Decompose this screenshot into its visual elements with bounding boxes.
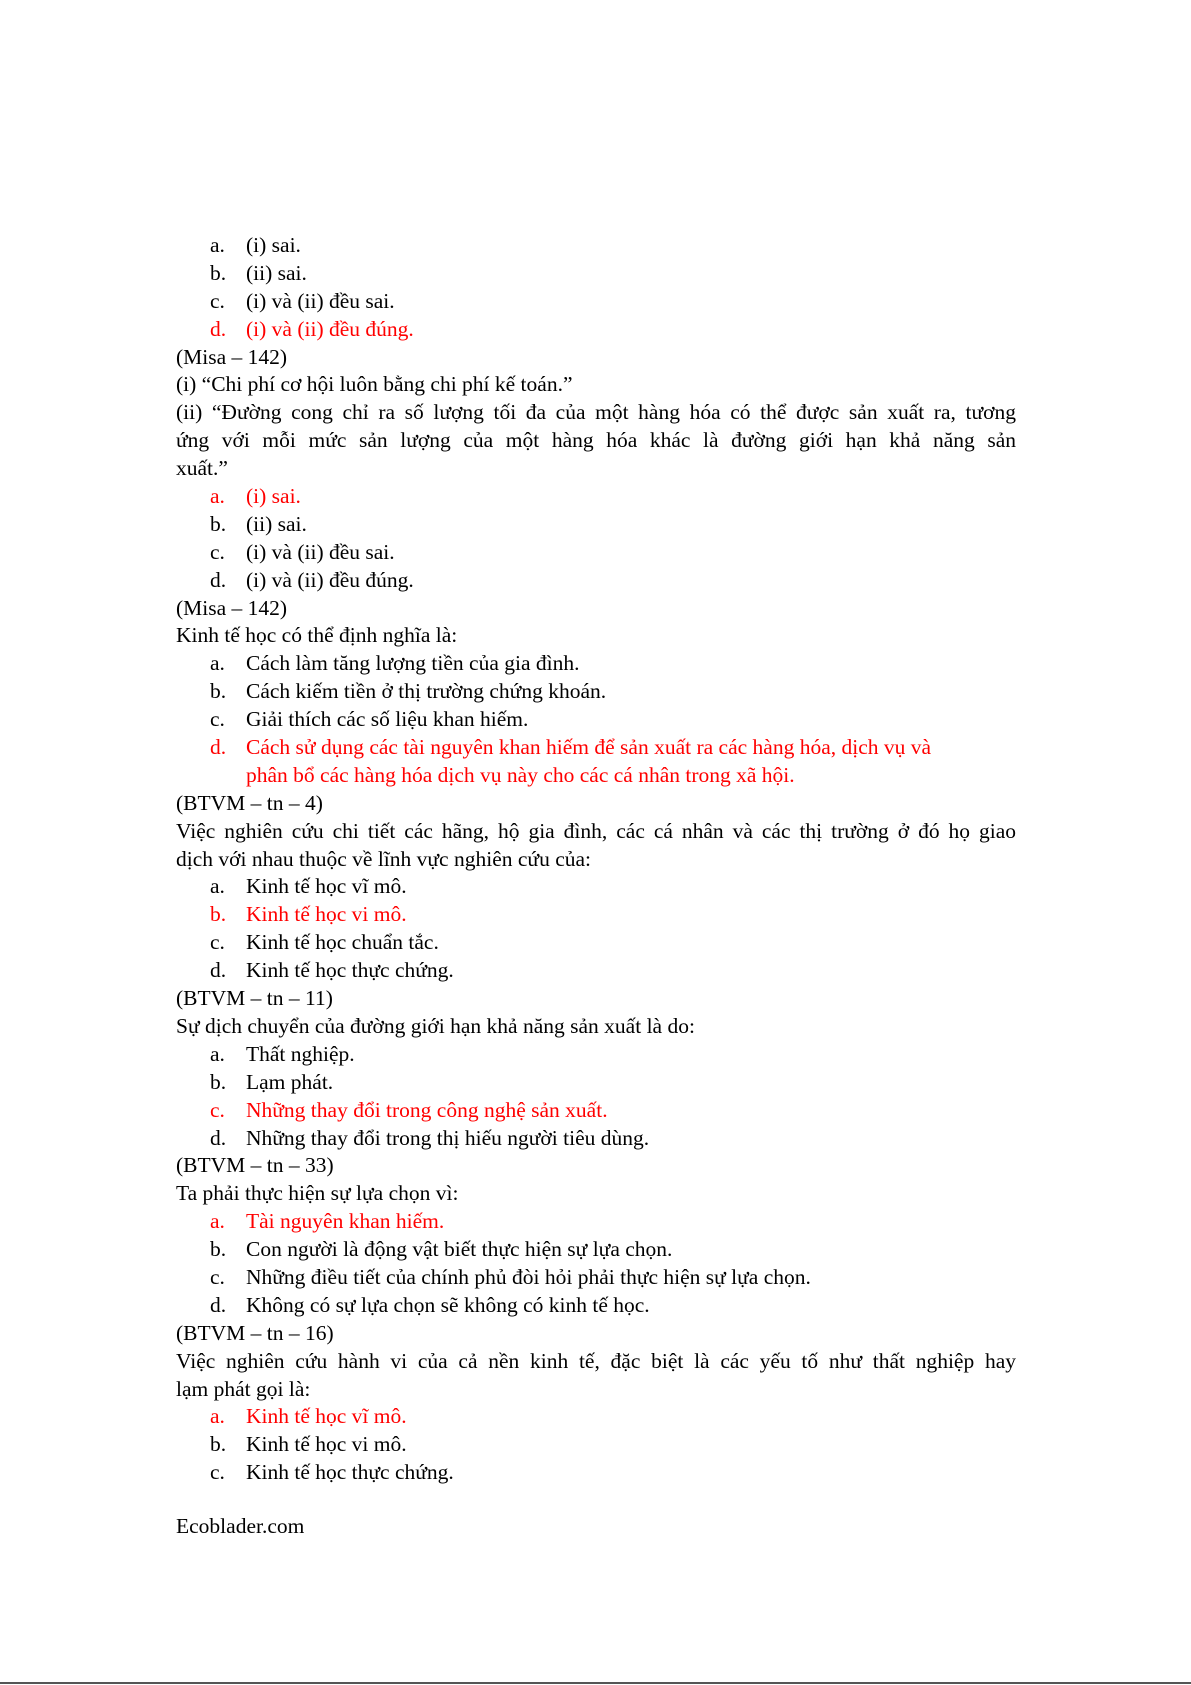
option-d-correct: d. Cách sử dụng các tài nguyên khan hiếm để sản xuất ra các hàng hóa, dịch vụ và (210, 735, 932, 760)
option-c: c. Những điều tiết của chính phủ đòi hỏi phải thực hiện sự lựa chọn. (210, 1264, 811, 1289)
option-d: d. (i) và (ii) đều đúng. (210, 567, 414, 592)
option-a-correct: a. Kinh tế học vĩ mô. (210, 1404, 407, 1429)
option-c: c. (i) và (ii) đều sai. (210, 539, 395, 564)
question-source: (BTVM – tn – 4) (176, 790, 323, 815)
question-source: (BTVM – tn – 11) (176, 986, 333, 1011)
document-body (176, 232, 1016, 1487)
question-text: Ta phải thực hiện sự lựa chọn vì: (176, 1181, 459, 1206)
page-footer: Ecoblader.com (176, 1514, 305, 1538)
option-b: b. Con người là động vật biết thực hiện sự lựa chọn. (210, 1237, 673, 1262)
statement-ii-line-1: (ii) “Đường cong chỉ ra số lượng tối đa của một hàng hóa có thể được sản xuất ra, tương (176, 400, 1016, 425)
option-c: c. Kinh tế học thực chứng. (210, 1460, 454, 1485)
option-b: b. Cách kiếm tiền ở thị trường chứng khoán. (210, 679, 607, 704)
question-text-line-2: dịch với nhau thuộc về lĩnh vực nghiên cứu của: (176, 846, 591, 871)
option-c: c. Kinh tế học chuẩn tắc. (210, 930, 439, 955)
question-text: Sự dịch chuyển của đường giới hạn khả năng sản xuất là do: (176, 1013, 695, 1038)
statement-ii-line-3: xuất.” (176, 456, 228, 481)
question-text-line-2: lạm phát gọi là: (176, 1376, 311, 1401)
question-text-line-1: Việc nghiên cứu hành vi của cả nền kinh tế, đặc biệt là các yếu tố như thất nghiệp hay (176, 1348, 1016, 1373)
option-b: b. (ii) sai. (210, 260, 307, 285)
bottom-divider (0, 1682, 1191, 1684)
option-a: a. (i) sai. (210, 233, 301, 257)
option-b: b. Kinh tế học vi mô. (210, 1432, 407, 1457)
option-b: b. Lạm phát. (210, 1069, 334, 1094)
question-source: (Misa – 142) (176, 344, 288, 369)
statement-ii-line-2: ứng với mỗi mức sản lượng của một hàng hóa khác là đường giới hạn khả năng sản (176, 428, 1016, 453)
option-c: c. Giải thích các số liệu khan hiếm. (210, 707, 529, 732)
option-c: c. (i) và (ii) đều sai. (210, 288, 395, 313)
option-a-correct: a. Tài nguyên khan hiếm. (210, 1209, 445, 1234)
option-d: d. Không có sự lựa chọn sẽ không có kinh tế học. (210, 1292, 650, 1317)
question-text-line-1: Việc nghiên cứu chi tiết các hãng, hộ gia đình, các cá nhân và các thị trường ở đó họ giao (176, 818, 1016, 843)
statement-i: (i) “Chi phí cơ hội luôn bằng chi phí kế toán.” (176, 372, 573, 397)
question-source: (BTVM – tn – 16) (176, 1320, 334, 1345)
option-b: b. (ii) sai. (210, 511, 307, 536)
option-a: a. Cách làm tăng lượng tiền của gia đình. (210, 651, 580, 676)
option-d-correct: d. (i) và (ii) đều đúng. (210, 316, 414, 341)
option-c-correct: c. Những thay đổi trong công nghệ sản xuất. (210, 1097, 608, 1122)
question-text: Kinh tế học có thể định nghĩa là: (176, 623, 458, 648)
option-b-correct: b. Kinh tế học vi mô. (210, 902, 407, 927)
question-source: (Misa – 142) (176, 595, 288, 620)
option-a-correct: a. (i) sai. (210, 484, 301, 509)
option-d: d. Kinh tế học thực chứng. (210, 958, 454, 983)
question-source: (BTVM – tn – 33) (176, 1153, 334, 1178)
option-d: d. Những thay đổi trong thị hiếu người tiêu dùng. (210, 1125, 650, 1150)
option-a: a. Thất nghiệp. (210, 1041, 355, 1066)
option-d-continuation: phân bổ các hàng hóa dịch vụ này cho các cá nhân trong xã hội. (246, 762, 795, 787)
option-a: a. Kinh tế học vĩ mô. (210, 874, 407, 899)
